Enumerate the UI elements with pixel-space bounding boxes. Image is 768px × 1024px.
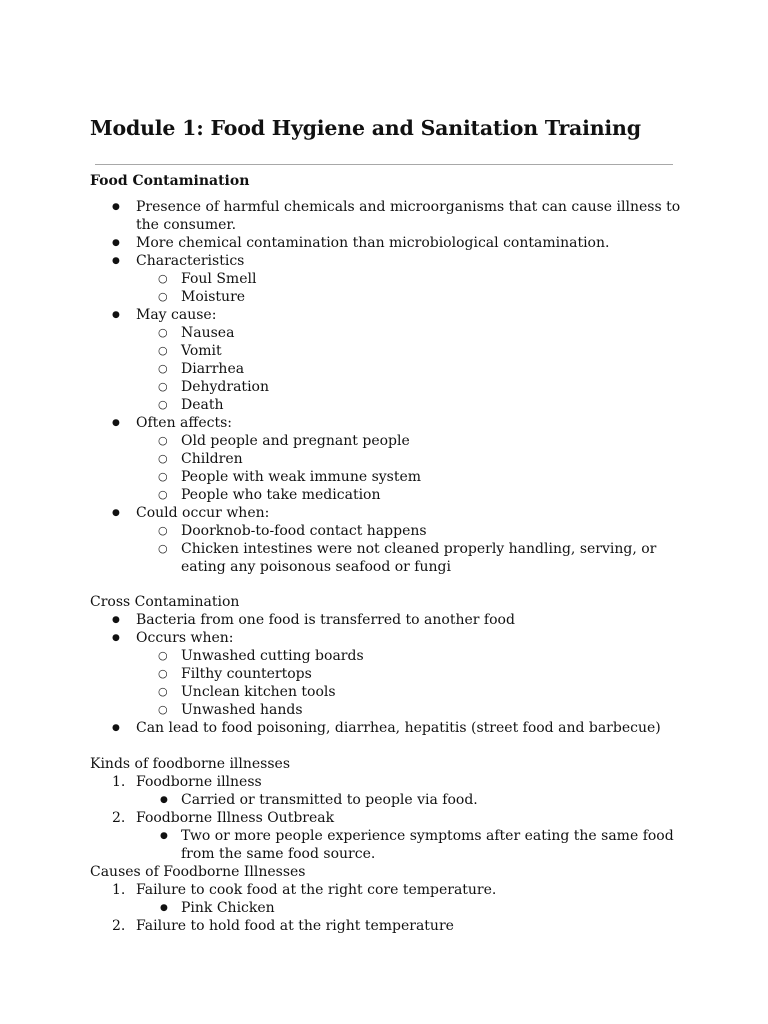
characteristics-sublist <box>136 270 690 306</box>
sublist-item: ● Two or more people experience symptoms after eating the same food from the same food source. <box>136 827 690 863</box>
causes-list <box>90 881 690 935</box>
sublist-item: ○ Old people and pregnant people <box>136 432 690 450</box>
list-item: ● Often affects: ○ Old people and pregnant people ○ Children ○ People with weak immune system ○ People who take medication <box>90 414 690 504</box>
list-item: ● Could occur when: ○ Doorknob-to-food contact happens ○ Chicken intestines were not cleaned properly handling, serving, or eating any poisonous seafood or fungi <box>90 504 690 576</box>
page-title: Module 1: Food Hygiene and Sanitation Training <box>90 116 641 140</box>
food-contamination-heading: Food Contamination <box>90 173 250 189</box>
sublist-item: ○ Unwashed hands <box>136 701 690 719</box>
list-item: ● May cause: ○ Nausea ○ Vomit ○ Diarrhea ○ Dehydration ○ Death <box>90 306 690 414</box>
sublist-item: ○ Death <box>136 396 690 414</box>
sublist-item: ○ Diarrhea <box>136 360 690 378</box>
numbered-item: 1. Failure to cook food at the right core temperature. ● Pink Chicken <box>90 881 690 917</box>
sublist-item: ○ Foul Smell <box>136 270 690 288</box>
horizontal-rule <box>95 164 673 165</box>
causes-heading: Causes of Foodborne Illnesses <box>90 864 306 880</box>
causes-sublist <box>136 899 690 917</box>
list-item: ● Occurs when: ○ Unwashed cutting boards ○ Filthy countertops ○ Unclean kitchen tools ○ Unwashed hands <box>90 629 690 719</box>
sublist-item: ○ Moisture <box>136 288 690 306</box>
kinds-sublist <box>136 791 690 809</box>
kinds-list <box>90 773 690 863</box>
sublist-item: ● Pink Chicken <box>136 899 690 917</box>
sublist-item: ○ People who take medication <box>136 486 690 504</box>
sublist-item: ● Carried or transmitted to people via food. <box>136 791 690 809</box>
could-occur-sublist <box>136 522 690 576</box>
sublist-item: ○ Dehydration <box>136 378 690 396</box>
list-item: ● Presence of harmful chemicals and microorganisms that can cause illness to the consumer. <box>90 198 690 234</box>
sublist-item: ○ Doorknob-to-food contact happens <box>136 522 690 540</box>
cross-contamination-heading: Cross Contamination <box>90 594 240 610</box>
may-cause-sublist <box>136 324 690 414</box>
list-item: ● More chemical contamination than microbiological contamination. <box>90 234 690 252</box>
sublist-item: ○ Unwashed cutting boards <box>136 647 690 665</box>
sublist-item: ○ Nausea <box>136 324 690 342</box>
sublist-item: ○ Vomit <box>136 342 690 360</box>
kinds-heading: Kinds of foodborne illnesses <box>90 756 291 772</box>
numbered-item: 2. Failure to hold food at the right temperature <box>112 918 454 934</box>
list-item: ● Bacteria from one food is transferred to another food <box>90 611 690 629</box>
document-body <box>90 172 690 935</box>
kinds-sublist <box>136 827 690 863</box>
occurs-when-sublist <box>136 647 690 719</box>
list-item: ● Can lead to food poisoning, diarrhea, hepatitis (street food and barbecue) <box>90 719 690 737</box>
often-affects-sublist <box>136 432 690 504</box>
numbered-item: 2. Foodborne Illness Outbreak ● Two or more people experience symptoms after eating the same food from the same food source. <box>90 809 690 863</box>
sublist-item: ○ Chicken intestines were not cleaned properly handling, serving, or eating any poisonous seafood or fungi <box>136 540 690 576</box>
sublist-item: ○ Children <box>136 450 690 468</box>
cross-contamination-list <box>90 611 690 737</box>
list-item: ● Characteristics ○ Foul Smell ○ Moisture <box>90 252 690 306</box>
sublist-item: ○ People with weak immune system <box>136 468 690 486</box>
food-contamination-list <box>90 198 690 576</box>
sublist-item: ○ Unclean kitchen tools <box>136 683 690 701</box>
sublist-item: ○ Filthy countertops <box>136 665 690 683</box>
numbered-item: 1. Foodborne illness ● Carried or transmitted to people via food. <box>90 773 690 809</box>
